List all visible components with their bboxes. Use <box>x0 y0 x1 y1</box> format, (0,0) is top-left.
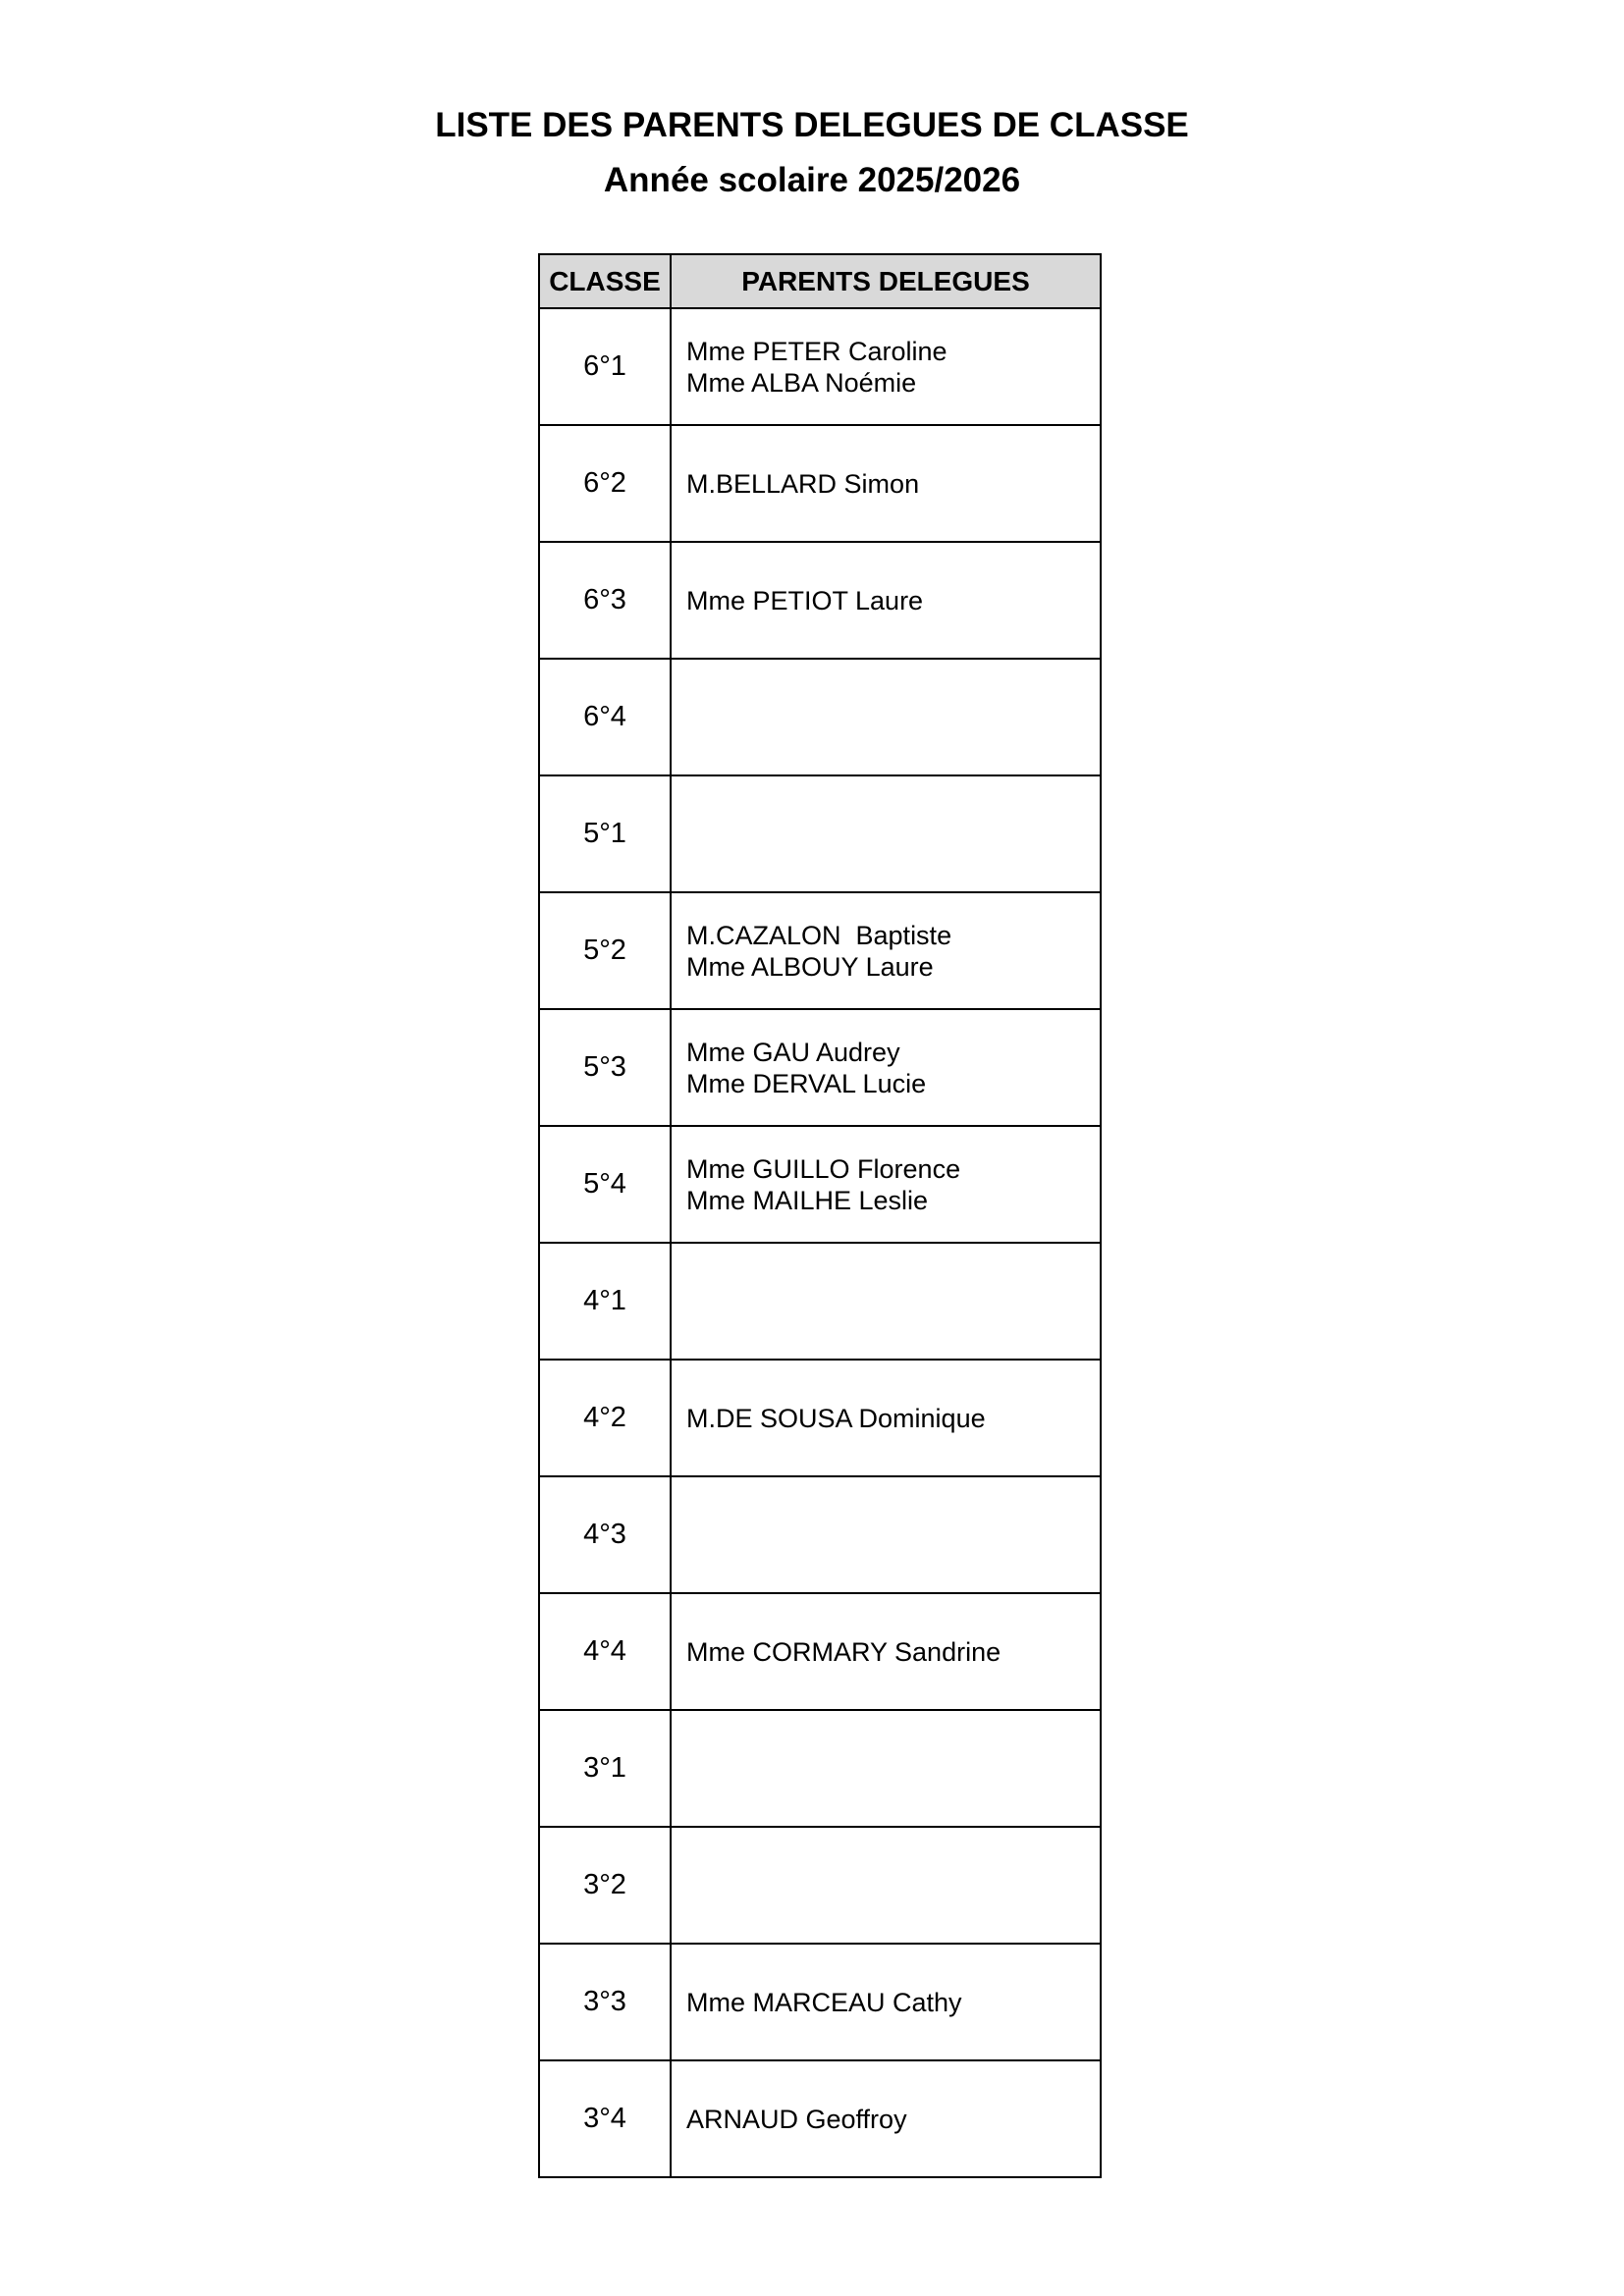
page-title: LISTE DES PARENTS DELEGUES DE CLASSE <box>435 106 1189 144</box>
class-cell: 3°4 <box>539 2060 671 2177</box>
table-row <box>539 542 1101 659</box>
class-cell: 6°2 <box>539 425 671 542</box>
table-row <box>539 2060 1101 2177</box>
parents-cell <box>671 1944 1101 2060</box>
table-row <box>539 1944 1101 2060</box>
class-cell: 4°4 <box>539 1593 671 1710</box>
parents-cell <box>671 659 1101 775</box>
class-cell: 4°2 <box>539 1360 671 1476</box>
parent-name: Mme GUILLO Florence <box>686 1153 961 1184</box>
class-cell: 3°1 <box>539 1710 671 1827</box>
column-header-parents: PARENTS DELEGUES <box>671 254 1101 308</box>
table-header <box>539 254 1101 308</box>
parent-name: Mme MARCEAU Cathy <box>686 1987 962 2017</box>
parent-name: M.CAZALON Baptiste <box>686 920 952 950</box>
table-row <box>539 1009 1101 1126</box>
parent-name: Mme MAILHE Leslie <box>686 1185 929 1215</box>
table-header-row <box>539 254 1101 308</box>
parents-cell <box>671 1009 1101 1126</box>
class-cell: 3°2 <box>539 1827 671 1944</box>
class-cell: 5°2 <box>539 892 671 1009</box>
parent-name: Mme ALBOUY Laure <box>686 951 934 982</box>
class-cell: 6°3 <box>539 542 671 659</box>
parent-name: Mme CORMARY Sandrine <box>686 1636 1001 1667</box>
parents-cell <box>671 1476 1101 1593</box>
parents-cell <box>671 542 1101 659</box>
parents-cell <box>671 1827 1101 1944</box>
table-row <box>539 775 1101 892</box>
parents-cell <box>671 1126 1101 1243</box>
parents-cell <box>671 308 1101 425</box>
class-cell: 4°1 <box>539 1243 671 1360</box>
parents-cell <box>671 1360 1101 1476</box>
parents-cell <box>671 1593 1101 1710</box>
class-cell: 4°3 <box>539 1476 671 1593</box>
class-cell: 3°3 <box>539 1944 671 2060</box>
table-row <box>539 1827 1101 1944</box>
table-row <box>539 1360 1101 1476</box>
parent-name: Mme PETER Caroline <box>686 336 947 366</box>
parent-name: ARNAUD Geoffroy <box>686 2104 907 2134</box>
class-cell: 6°4 <box>539 659 671 775</box>
parents-cell <box>671 1243 1101 1360</box>
parent-name: M.BELLARD Simon <box>686 468 920 499</box>
column-header-classe: CLASSE <box>539 254 671 308</box>
parent-name: Mme ALBA Noémie <box>686 367 917 398</box>
class-cell: 5°3 <box>539 1009 671 1126</box>
parent-name: Mme GAU Audrey <box>686 1037 900 1067</box>
school-year-subtitle: Année scolaire 2025/2026 <box>603 161 1021 199</box>
table-row <box>539 659 1101 775</box>
parent-name: Mme DERVAL Lucie <box>686 1068 927 1098</box>
table-row <box>539 1126 1101 1243</box>
table-row <box>539 308 1101 425</box>
parents-cell <box>671 1710 1101 1827</box>
table-row <box>539 1593 1101 1710</box>
table-row <box>539 892 1101 1009</box>
parents-cell <box>671 425 1101 542</box>
delegates-table <box>538 253 1102 2178</box>
class-cell: 6°1 <box>539 308 671 425</box>
class-cell: 5°1 <box>539 775 671 892</box>
table-row <box>539 1243 1101 1360</box>
table-body <box>539 308 1101 2177</box>
parents-cell <box>671 2060 1101 2177</box>
parent-name: Mme PETIOT Laure <box>686 585 924 615</box>
parents-cell <box>671 892 1101 1009</box>
table-row <box>539 425 1101 542</box>
parent-name: M.DE SOUSA Dominique <box>686 1403 986 1433</box>
parents-cell <box>671 775 1101 892</box>
class-cell: 5°4 <box>539 1126 671 1243</box>
table-row <box>539 1476 1101 1593</box>
table-row <box>539 1710 1101 1827</box>
